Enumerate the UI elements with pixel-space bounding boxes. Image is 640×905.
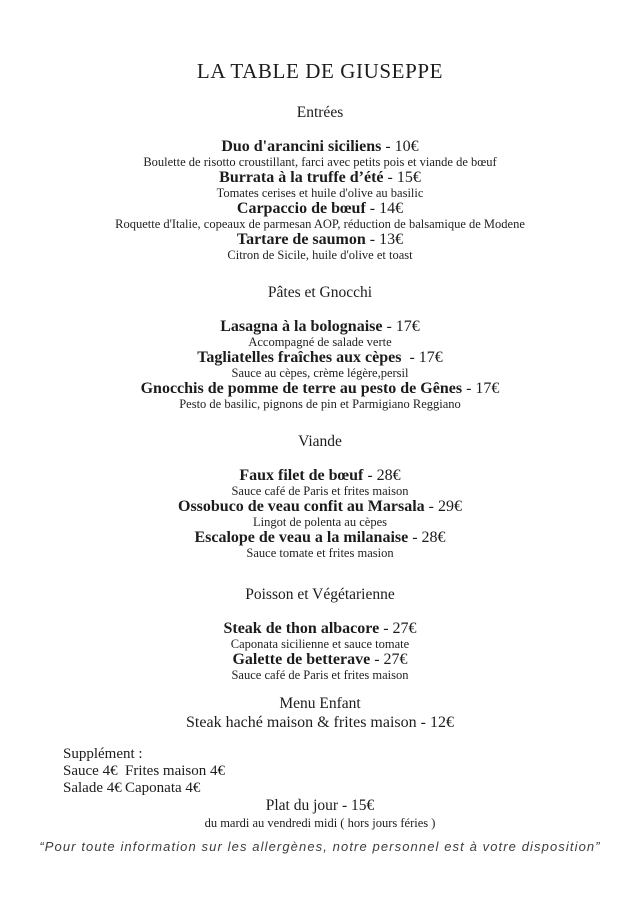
dish-description: Lingot de polenta au cèpes: [253, 515, 387, 529]
daily-special-line: Plat du jour - 15€: [265, 797, 375, 814]
kids-menu-heading: Menu Enfant: [279, 695, 361, 712]
dish-name: Duo d'arancini siciliens: [221, 138, 382, 155]
dish-name: Lasagna à la bolognaise: [220, 318, 383, 335]
dish-description: Tomates cerises et huile d'olive au basilic: [216, 186, 424, 200]
dish-description: Pesto de basilic, pignons de pin et Parmigiano Reggiano: [179, 397, 461, 411]
menu-item: [0, 201, 640, 232]
dish-description: Citron de Sicile, huile d'olive et toast: [227, 248, 413, 262]
dish-name: Tagliatelles fraîches aux cèpes: [197, 349, 402, 366]
dish-description: Sauce tomate et frites masion: [246, 546, 394, 560]
supplements-label: Supplément :: [63, 746, 143, 762]
menu-item: [0, 468, 640, 499]
dish-description: Boulette de risotto croustillant, farci avec petits pois et viande de bœuf: [143, 155, 497, 169]
dish-price: - 14€: [365, 200, 404, 217]
dish-name: Tartare de saumon: [236, 231, 366, 248]
menu-item: [0, 530, 640, 561]
supplement-item: Sauce 4€: [63, 763, 118, 779]
dish-price: - 15€: [383, 169, 421, 186]
supplement-item: Frites maison 4€: [125, 763, 225, 779]
menu-item: [0, 381, 640, 412]
menu-item: [0, 170, 640, 201]
dish-price: - 17€: [462, 380, 500, 397]
dish-price: - 27€: [370, 651, 408, 668]
dish-description: Sauce café de Paris et frites maison: [231, 484, 409, 498]
dish-name: Escalope de veau a la milanaise: [194, 529, 409, 546]
dish-name: Faux filet de bœuf: [239, 467, 364, 484]
section-poisson: [0, 621, 640, 683]
dish-price: - 10€: [381, 138, 419, 155]
menu-item: [0, 621, 640, 652]
dish-name: Ossobuco de veau confit au Marsala: [178, 498, 425, 515]
dish-price: - 28€: [408, 529, 446, 546]
dish-name: Steak de thon albacore: [223, 620, 380, 637]
dish-price: - 29€: [424, 498, 462, 515]
dish-price: - 17€: [401, 349, 443, 366]
kids-menu: [0, 695, 640, 732]
menu-item: [0, 319, 640, 350]
daily-special: [0, 797, 640, 831]
menu-item: [0, 350, 640, 381]
dish-price: - 13€: [365, 231, 404, 248]
kids-menu-item: Steak haché maison & frites maison - 12€: [186, 714, 454, 731]
menu-item: [0, 652, 640, 683]
section-heading-entrees: Entrées: [296, 104, 344, 121]
section-entrees: [0, 139, 640, 263]
section-pates: [0, 319, 640, 412]
supplement-item: Caponata 4€: [125, 780, 201, 796]
dish-description: Caponata sicilienne et sauce tomate: [230, 637, 410, 651]
section-heading-poisson: Poisson et Végétarienne: [245, 586, 395, 603]
section-heading-pates: Pâtes et Gnocchi: [267, 284, 373, 301]
section-viande: [0, 468, 640, 561]
page-title: LA TABLE DE GIUSEPPE: [196, 59, 444, 83]
dish-name: Carpaccio de bœuf: [236, 200, 366, 217]
menu-item: [0, 232, 640, 263]
dish-description: Roquette d'Italie, copeaux de parmesan AOP, réduction de balsamique de Modene: [115, 217, 525, 231]
dish-description: Sauce café de Paris et frites maison: [231, 668, 409, 682]
section-heading-viande: Viande: [298, 433, 342, 450]
dish-description: Accompagné de salade verte: [248, 335, 392, 349]
dish-price: - 28€: [363, 467, 401, 484]
dish-name: Gnocchis de pomme de terre au pesto de Gênes: [140, 380, 463, 397]
supplement-row: [63, 780, 640, 797]
supplement-item: Salade 4€: [63, 780, 122, 796]
dish-description: Sauce au cèpes, crème légère,persil: [231, 366, 409, 380]
supplements-block: [0, 746, 640, 797]
dish-price: - 17€: [382, 318, 420, 335]
dish-name: Burrata à la truffe d’été: [219, 169, 384, 186]
menu-item: [0, 499, 640, 530]
supplement-row: [63, 763, 640, 780]
dish-price: - 27€: [379, 620, 417, 637]
daily-special-availability: du mardi au vendredi midi ( hors jours féries ): [204, 816, 436, 830]
menu-item: [0, 139, 640, 170]
allergen-notice: “Pour toute information sur les allergènes, notre personnel est à votre disposition”: [39, 839, 601, 854]
dish-name: Galette de betterave: [232, 651, 371, 668]
